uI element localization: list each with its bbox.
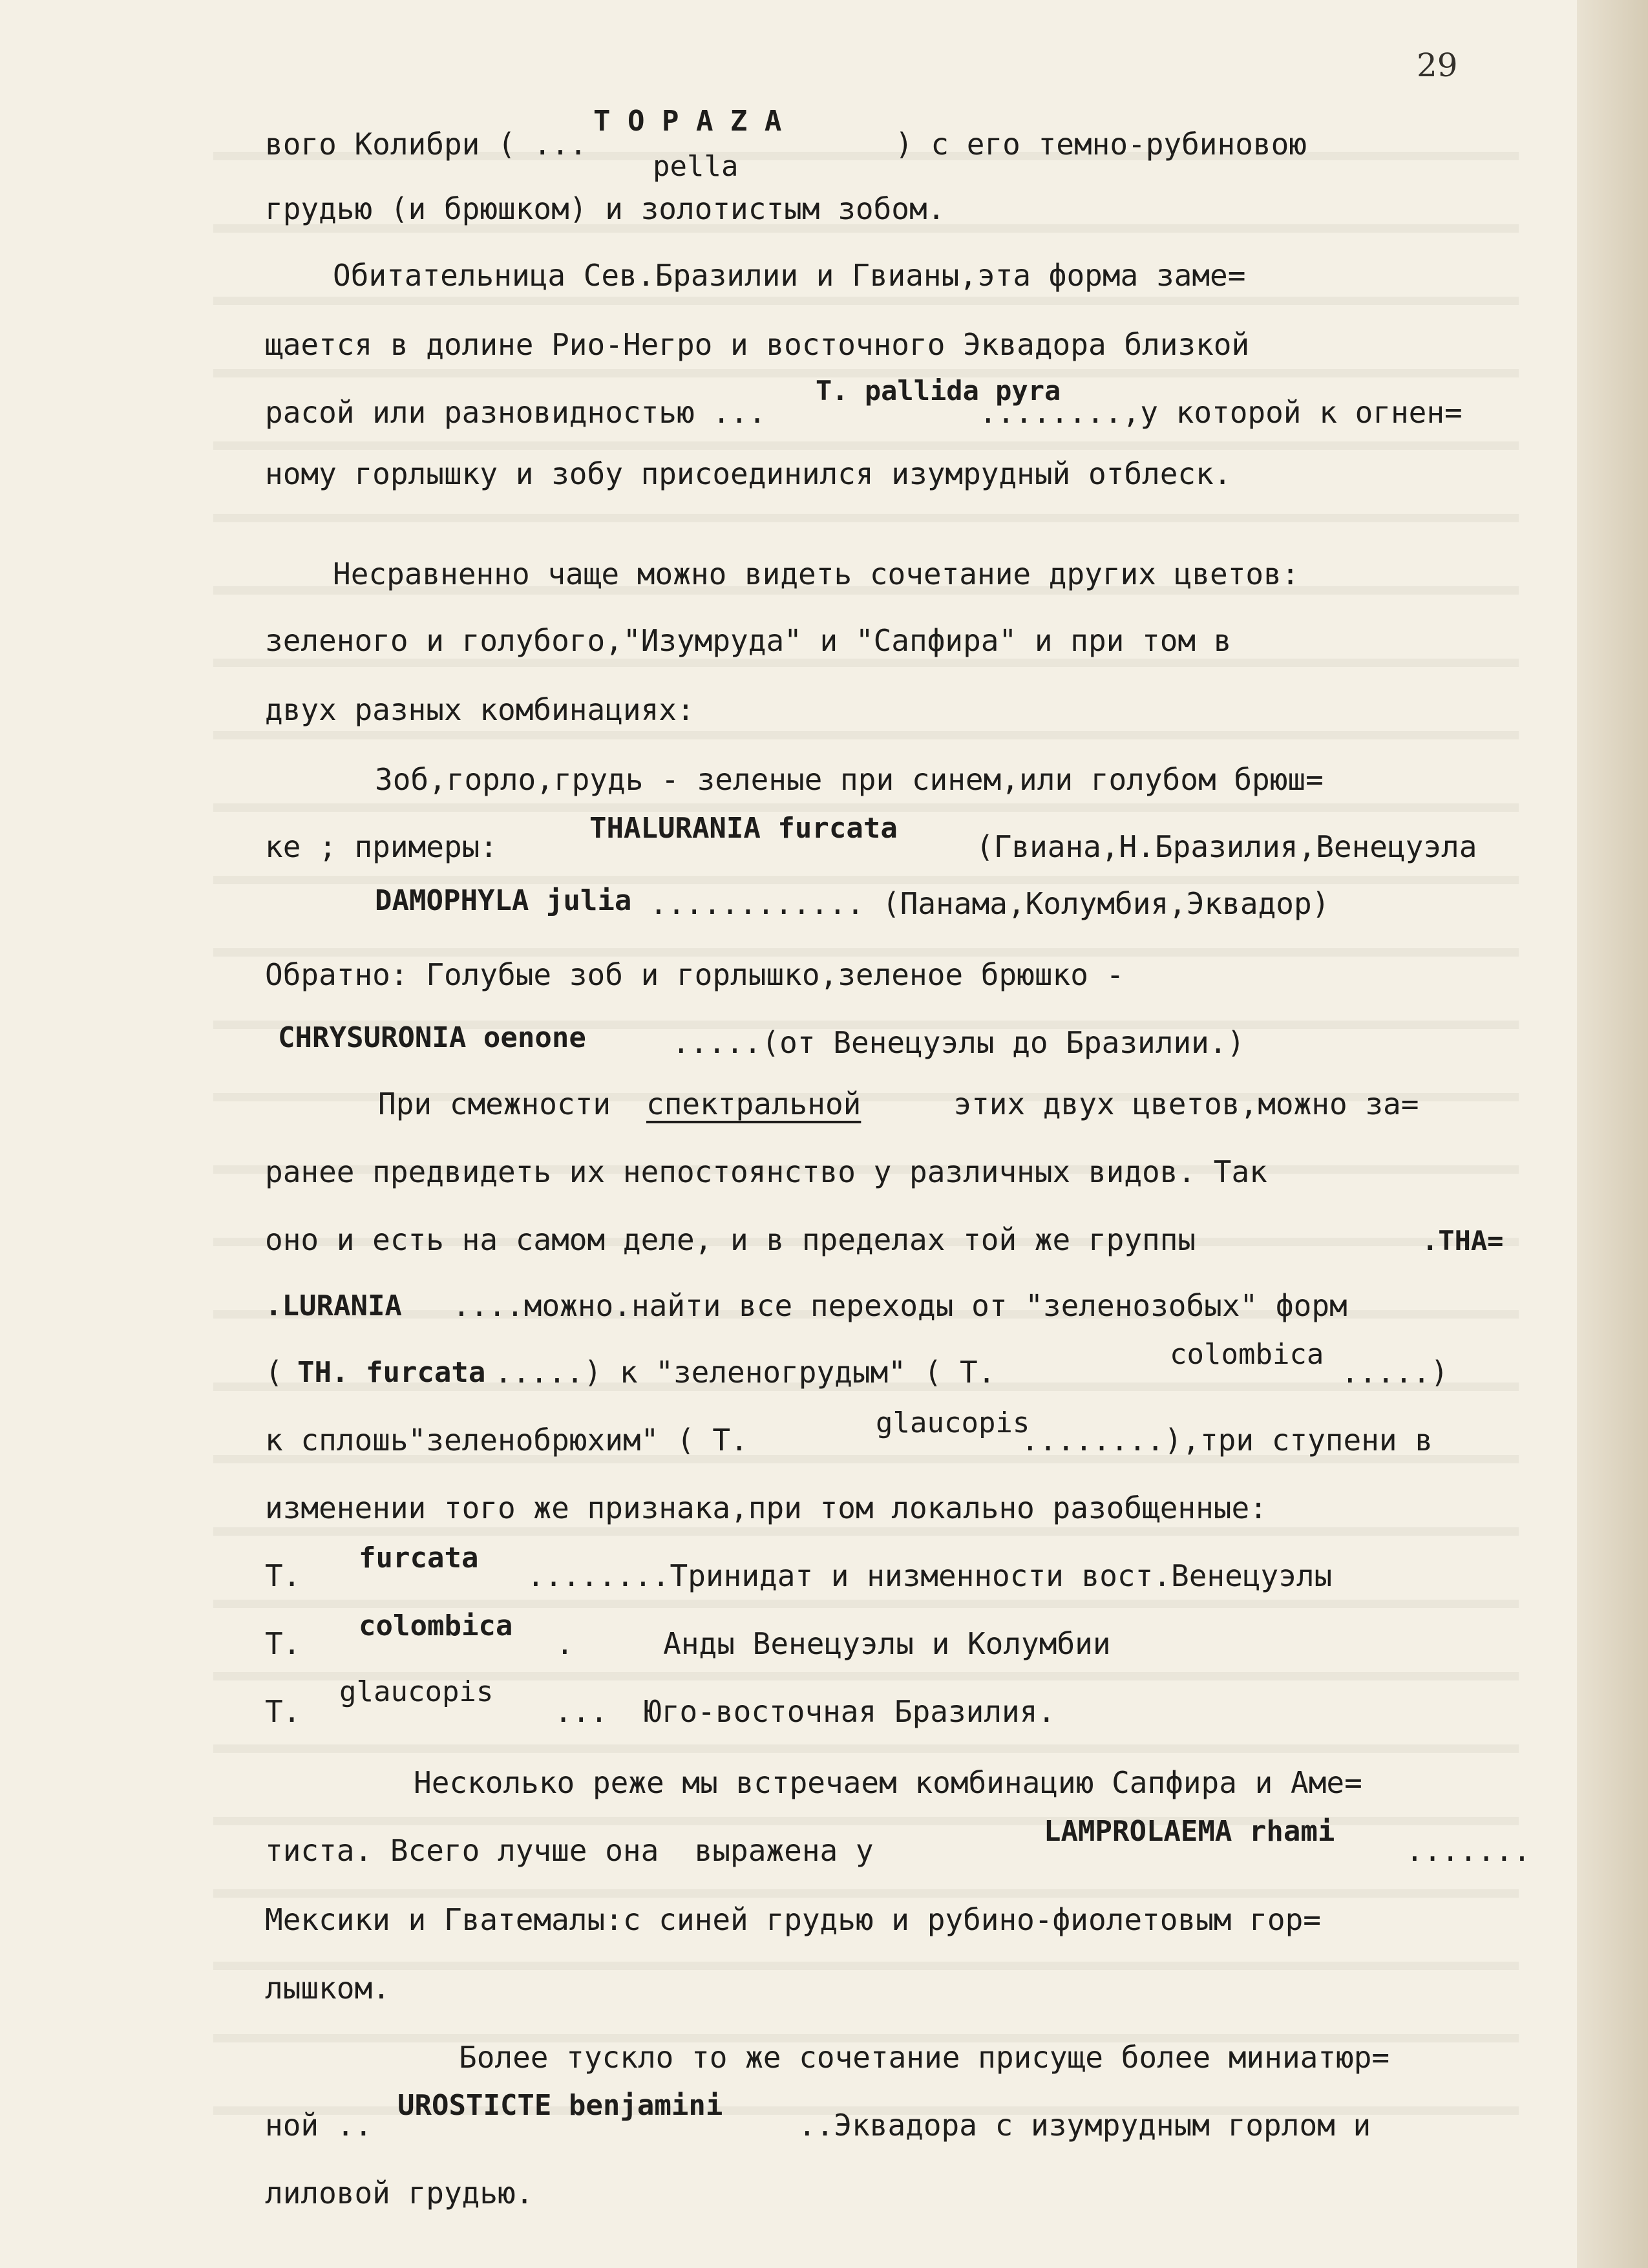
text-line-11a: ке ; примеры: <box>265 829 516 864</box>
taxon-damophyla-julia: DAMOPHYLA julia <box>375 884 632 917</box>
taxon-colombica: colombica <box>359 1609 513 1642</box>
text-line-12b: ............ (Панама,Колумбия,Эквадор) <box>650 886 1330 921</box>
text-line-1a: вого Колибри ( ... <box>265 127 587 162</box>
text-line-24b: ... Юго-восточная Бразилия. <box>536 1694 1056 1729</box>
text-line-19a: ( <box>265 1355 301 1390</box>
text-line-14b: .....(от Венецуэлы до Бразилии.) <box>672 1025 1245 1060</box>
text-line-26b: ....... <box>1406 1833 1531 1868</box>
text-line-19b: .....) к "зеленогрудым" ( T. <box>494 1355 996 1390</box>
text-line-25: Несколько реже мы встречаем комбинацию Сапфира и Аме= <box>414 1765 1362 1800</box>
text-line-20b: ........),три ступени в <box>1021 1423 1433 1457</box>
text-line-7: Несравненно чаще можно видеть сочетание других цветов: <box>333 556 1300 591</box>
text-line-11b: (Гвиана,Н.Бразилия,Венецуэла <box>976 829 1477 864</box>
taxon-lamprolaema-rhami: LAMPROLAEMA rhami <box>1044 1815 1335 1848</box>
page-number: 29 <box>1417 47 1458 84</box>
text-line-24a: T. <box>265 1694 301 1729</box>
taxon-th-furcata: TH. furcata <box>297 1356 486 1389</box>
underlined-word-spectral: спектральной <box>646 1086 861 1121</box>
taxon-pallida-pyra: T. pallida pyra <box>816 375 1061 407</box>
taxon-furcata: furcata <box>359 1542 479 1574</box>
species-colombica: colombica <box>1170 1338 1324 1371</box>
species-pella: pella <box>653 150 739 183</box>
species-glaucopis: glaucopis <box>876 1406 1030 1439</box>
text-line-21: изменении того же признака,при том локально разобщенные: <box>265 1490 1267 1525</box>
text-line-10: Зоб,горло,грудь - зеленые при синем,или голубом брюш= <box>375 762 1324 797</box>
text-line-30a: ной .. <box>265 2108 373 2143</box>
taxon-tha: .THA= <box>1422 1225 1504 1256</box>
text-line-23a: T. <box>265 1626 319 1661</box>
text-line-17a: оно и есть на самом деле, и в пределах той же группы <box>265 1222 1214 1257</box>
text-line-2: грудью (и брюшком) и золотистым зобом. <box>265 191 945 226</box>
text-line-15a: При смежности <box>378 1086 629 1121</box>
taxon-urosticte-benjamini: UROSTICTE benjamini <box>397 2089 723 2122</box>
text-line-4: щается в долине Рио-Негро и восточного Эквадора близкой <box>265 327 1250 362</box>
genus-topaza: T O P A Z A <box>593 105 782 138</box>
text-line-13: Обратно: Голубые зоб и горлышко,зеленое брюшко - <box>265 957 1125 992</box>
text-line-26a: тиста. Всего лучше она выражена у <box>265 1833 892 1868</box>
text-line-18b: ....можно.найти все переходы от "зеленозобых" форм <box>452 1288 1347 1323</box>
text-line-31: лиловой грудью. <box>265 2176 534 2210</box>
paper-edge <box>1577 0 1648 2268</box>
text-line-19c: .....) <box>1341 1355 1449 1390</box>
text-line-3: Обитательница Сев.Бразилии и Гвианы,эта форма заме= <box>333 258 1246 293</box>
taxon-thalurania-furcata: THALURANIA furcata <box>589 812 898 845</box>
text-line-6: ному горлышку и зобу присоединился изумрудный отблеск. <box>265 456 1232 491</box>
text-line-22a: T. <box>265 1558 319 1593</box>
text-line-20a: к сплошь"зеленобрюхим" ( T. <box>265 1423 748 1457</box>
text-line-30b: ..Эквадора с изумрудным горлом и <box>798 2108 1371 2143</box>
text-line-16: ранее предвидеть их непостоянство у различных видов. Так <box>265 1154 1267 1189</box>
text-line-5a: расой или разновидностью ... <box>265 395 766 430</box>
text-line-1b: ) с его темно-рубиновою <box>895 127 1307 162</box>
taxon-chrysuronia-oenone: CHRYSURONIA oenone <box>278 1021 586 1054</box>
text-line-15b: этих двух цветов,можно за= <box>918 1086 1419 1121</box>
text-line-23b: . Анды Венецуэлы и Колумбии <box>556 1626 1111 1661</box>
taxon-lurania: .LURANIA <box>265 1289 402 1322</box>
text-line-5b: ........,у которой к огнен= <box>979 395 1463 430</box>
text-line-28: лышком. <box>265 1971 390 2006</box>
text-line-9: двух разных комбинациях: <box>265 692 695 727</box>
text-line-22b: ........Тринидат и низменности вост.Венецуэлы <box>527 1558 1333 1593</box>
text-line-8: зеленого и голубого,"Изумруда" и "Сапфира" и при том в <box>265 623 1232 658</box>
text-line-27: Мексики и Гватемалы:с синей грудью и рубино-фиолетовым гор= <box>265 1902 1321 1937</box>
taxon-glaucopis: glaucopis <box>339 1675 494 1708</box>
text-line-29: Более тускло то же сочетание присуще более миниатюр= <box>459 2040 1390 2075</box>
